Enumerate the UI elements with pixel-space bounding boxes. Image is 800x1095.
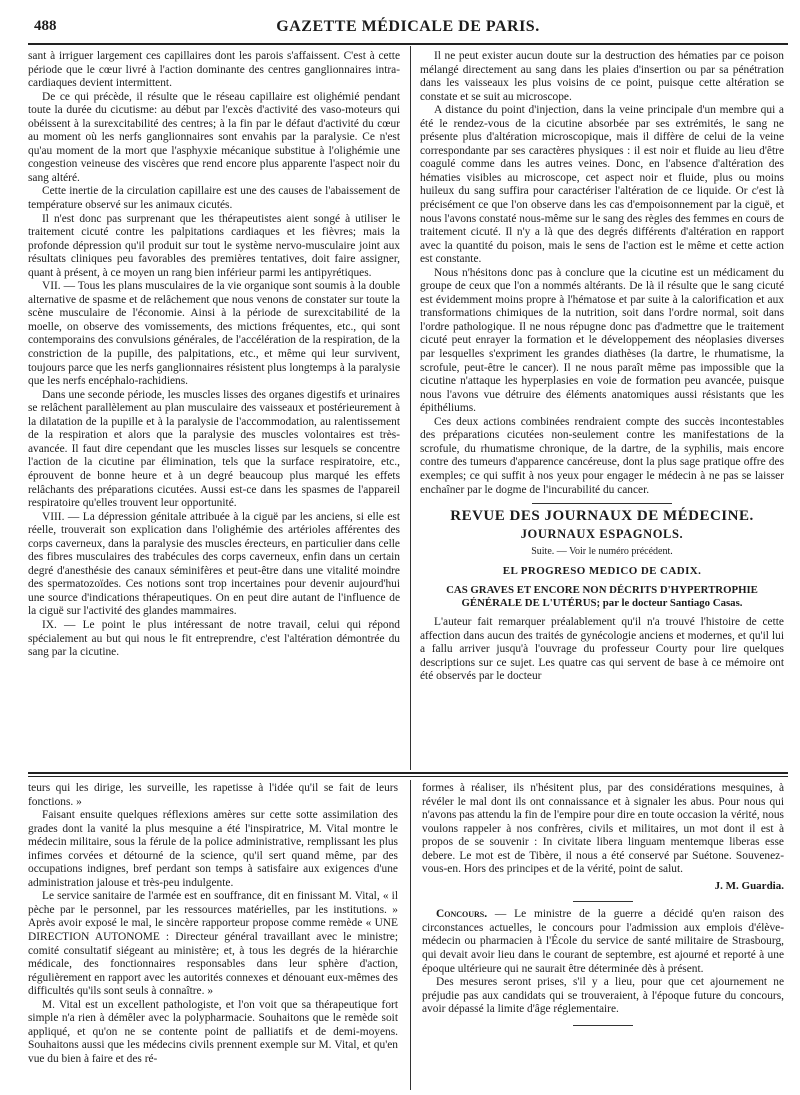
- paragraph: teurs qui les dirige, les surveille, les rapetisse à l'idée qu'il se fait de leurs fonctions. »: [28, 782, 398, 808]
- section-separator: [573, 901, 633, 902]
- page-number: 488: [34, 18, 57, 34]
- paragraph: Faisant ensuite quelques réflexions amères sur cette sotte assimilation des grades dont la vanité la plus mesquine a été l'inspiratrice, M. Vital montre le médecin militaire, sous la férule de la police administrative, remplissant les plus infimes corvées et détourné de la science, qu'il sert quand même, par des occupations indignes, bref perdant son temps à satisfaire aux exigences d'une administration jalouse et très-peu indulgente.: [28, 809, 398, 889]
- paragraph: formes à réaliser, ils n'hésitent plus, par des considérations mesquines, à révéler le mal dont ils ont connaissance et à signaler les abus. Pour nous qui n'avons pas attendu la fin de l'empire pour dire en toute occasion la vérité, nous voulons rappeler à nos confrères, civils et militaires, un mot dont il est à propos de se souvenir : In civitate libera linguam mentemque liberas esse debere. Le mot est de Tibère, il nous a été conservé par Suétone. Souvenez-vous-en. Hors des principes et de la vérité, point de salut.: [422, 782, 784, 876]
- paragraph: Cette inertie de la circulation capillaire est une des causes de l'abaissement de température observé sur les animaux cicutés.: [28, 185, 400, 212]
- paragraph: Des mesures seront prises, s'il y a lieu, pour que cet ajournement ne préjudie pas aux candidats qui se trouveraient, à l'époque future du concours, avoir dépassé la limite d'âge réglementaire.: [422, 976, 784, 1016]
- review-title: REVUE DES JOURNAUX DE MÉDECINE.: [450, 508, 754, 525]
- paragraph: sant à irriguer largement ces capillaires dont les parois s'affaissent. C'est à cette période que le cœur livré à l'action dominante des centres ganglionnaires intra-cardiaques devient intermittent.: [28, 50, 400, 90]
- top-left-column: [28, 50, 400, 765]
- page-header: [28, 14, 788, 42]
- paragraph: Il ne peut exister aucun doute sur la destruction des hématies par ce poison mélangé directement au sang dans les plaies d'insertion ou par sa pénétration dans les vaisseaux les plus voisins de ce point, puisque cette altération se constate et se suit au microscope.: [420, 50, 784, 103]
- section-rule: [28, 772, 788, 774]
- paragraph: Il n'est donc pas surprenant que les thérapeutistes aient songé à utiliser le traitement cicuté contre les palpitations cardiaques et les fièvres; mais la profonde dépression qu'il produit sur tout le système nervo-musculaire joint aux résultats cliniques peu favorables des premières tentatives, doit faire assigner, quant à présent, à ce moyen un rang bien inférieur parmi les antipyrétiques.: [28, 212, 400, 279]
- paragraph: A distance du point d'injection, dans la veine principale d'un membre qui a été le rendez-vous de la cicutine absorbée par ses extrémités, le sang ne présente plus d'altération microscopique, mais il diffère de celui de la veine correspondante par ses caractères physiques : il est noir et fluide au lieu d'être coagulé comme dans les autres veines. Donc, en l'absence d'altération des hématies visibles au microscope, cet aspect noir et fluide, plus ou moins huileux du sang suffira pour caractériser l'altération de ce liquide. Or c'est là précisément ce que l'on observe dans les cas d'empoisonnement par la ciguë, et nous l'avons constaté nous-même sur le sang des règles des femmes en cours de traitement cicuté. Il n'y a là que des degrés différents d'altération en rapport avec la quantité du poison, mais le sens de l'action est le même et cette action est constante.: [420, 104, 784, 266]
- column-divider-bottom: [410, 780, 411, 1090]
- paragraph: Nous n'hésitons donc pas à conclure que la cicutine est un médicament du groupe de ceux que l'on a nommés altérants. De là il résulte que le sang cicuté est évidemment moins propre à l'hématose et par suite à la calorification et aux transformations chimiques de la nutrition, soit dans l'ordre normal, soit dans l'ordre pathologique. Il ne nous répugne donc pas d'admettre que le traitement cicuté peut enrayer la formation et le développement des néoplasies diverses par lesquelles s'expriment les grandes diathèses (la dartre, le rhumatisme, la scrofule, peut-être le cancer). Il ne nous paraît même pas impossible que la cicutine n'attaque les hyperplasies en voie de formation peu avancée, puisque nous l'avons vue détruire des éléments anatomiques aussi résistants que les épithéliums.: [420, 266, 784, 415]
- section-rule-thin: [28, 776, 788, 777]
- section-separator: [532, 503, 672, 504]
- paragraph: IX. — Le point le plus intéressant de notre travail, celui qui répond spécialement au but qui nous le fit entreprendre, c'est l'altération démontrée du sang par la cicutine.: [28, 618, 400, 659]
- column-divider: [410, 46, 411, 770]
- paragraph: Le service sanitaire de l'armée est en souffrance, dit en finissant M. Vital, « il pèche par le personnel, par les ressources matérielles, par les institutions. » Après avoir exposé le mal, le sincère rapporteur propose comme remède « UNE DIRECTION AUTONOME : Directeur général travaillant avec le ministre; comité consultatif siégeant au ministère; et, à tous les degrés de la hiérarchie médicale, des fonctionnaires responsables dans leur sphère d'action, régulièrement en rapport avec les autorités connexes et dénouant eux-mêmes des difficultés qu'ils sont seuls à connaître. »: [28, 890, 398, 998]
- paragraph: VII. — Tous les plans musculaires de la vie organique sont soumis à la double alternative de spasme et de relâchement que nous venons de constater sur toute la scène musculaire de l'économie. Ainsi à la période de surexcitabilité de la moelle, on observe des vomissements, des mictions fréquentes, etc., qui sont contemporains des convulsions générales, de l'accélération de la respiration, de la constriction de la pupille, des palpitations, etc., et même qui leur survivent, toujours parce que les nerfs ganglionnaires résistent plus longtemps à la paralysie que les nerfs encéphalo-rachidiens.: [28, 280, 400, 388]
- review-subtitle: JOURNAUX ESPAGNOLS.: [520, 526, 684, 541]
- paragraph: M. Vital est un excellent pathologiste, et l'on voit que sa thérapeutique fort simple n'a rien à démêler avec la polypharmacie. Souhaitons que le remède soit appliqué, et qu'on ne se contente point de palliatifs et de demi-moyens. Souhaitons aussi que les médecins civils prennent exemple sur M. Vital, et qu'en vue du bien à faire et des ré-: [28, 998, 398, 1065]
- author-signature: J. M. Guardia.: [714, 879, 784, 892]
- paragraph: L'auteur fait remarquer préalablement qu'il n'a trouvé l'histoire de cette affection dans aucun des traités de gynécologie anciens et modernes, et qu'il lui a fallu arriver jusqu'à l'ouvrage du professeur Courty pour lire quelques descriptions sur ce sujet. Les quatre cas qui servent de base à ce mémoire ont été observés par le docteur: [420, 616, 784, 683]
- concours-paragraph: [422, 908, 784, 976]
- paragraph: Dans une seconde période, les muscles lisses des organes digestifs et urinaires se relâchent parallèlement au plan musculaire des vaisseaux et postérieurement à la dilatation de la pupille et à la paralysie de l'accommodation, au ralentissement de la respiration et alors que la paralysie des muscles volontaires est très-avancée. Il faut dire cependant que les muscles lisses sur lesquels se concentre l'action de la cicutine par élimination, tels que la surface respiratoire, etc., éprouvent de bonne heure et à un degré beaucoup plus marqué les effets relâchants des préparations cicutées. Aussi est-ce dans les spasmes de l'appareil respiratoire qu'elles trouvent leur opportunité.: [28, 388, 400, 510]
- paragraph: De ce qui précède, il résulte que le réseau capillaire est olighémié pendant toute la durée du cicutisme: au début par l'excès d'activité des vaso-moteurs qui obéissent à la surexcitabilité des centres; à la fin par le défaut d'activité du cœur au moment où les nerfs ganglionnaires sont envahis par la paralysie. Ce n'est qu'au moment de la mort que l'asphyxie mécanique substitue à l'olighémie une congestion veineuse des viscères que rend encore plus apparente l'aspect noir du sang altéré.: [28, 90, 400, 184]
- paragraph: VIII. — La dépression génitale attribuée à la ciguë par les anciens, si elle est réelle, trouverait son explication dans l'olighémie des artérioles afférentes des corps caverneux, dans la paralysie des muscles érecteurs, en particulier dans celle des fibres musculaires des trabécules des corps caverneux, enfin dans un certain degré d'anesthésie des canaux séminifères et peut-être dans une vitalité moindre des spermatozoïdes. Ces notions sont trop incertaines pour devenir aujourd'hui une source d'indications thérapeutiques. On en peut dire autant de l'influence de la ciguë sur l'activité des glandes mammaires.: [28, 510, 400, 618]
- article-title: CAS GRAVES ET ENCORE NON DÉCRITS D'HYPERTROPHIE GÉNÉRALE DE L'UTÉRUS; par le docteur Santiago Casas.: [446, 584, 758, 610]
- top-right-column: [420, 50, 784, 765]
- review-suite-note: Suite. — Voir le numéro précédent.: [531, 546, 673, 558]
- running-title: GAZETTE MÉDICALE DE PARIS.: [276, 18, 540, 35]
- bottom-right-column: [422, 782, 784, 1092]
- journal-name: EL PROGRESO MEDICO DE CADIX.: [502, 564, 702, 577]
- section-separator: [573, 1025, 633, 1026]
- concours-text: — Le ministre de la guerre a décidé qu'en raison des circonstances actuelles, le concours pour l'admission aux emplois d'élève-médecin ou pharmacien à l'École du service de santé militaire de Strasbourg, qui devait avoir lieu dans le courant de septembre, est ajourné et reporté à une époque ultérieure qui ne saurait être déterminée dès à présent.: [422, 908, 784, 975]
- concours-label: Concours.: [436, 908, 488, 921]
- header-rule: [28, 43, 788, 45]
- paragraph: Ces deux actions combinées rendraient compte des succès incontestables des préparations cicutées non-seulement contre les manifestations de la scrofule, du rhumatisme chronique, de la dartre, de la syphilis, mais encore contre des tumeurs d'apparence cancéreuse, dont la plus sage pratique offre des exemples; ce qui suffit à nos yeux pour engager le médecin à ne pas se laisser enchaîner par le dogme de l'incurabilité du cancer.: [420, 415, 784, 496]
- bottom-left-column: [28, 782, 398, 1092]
